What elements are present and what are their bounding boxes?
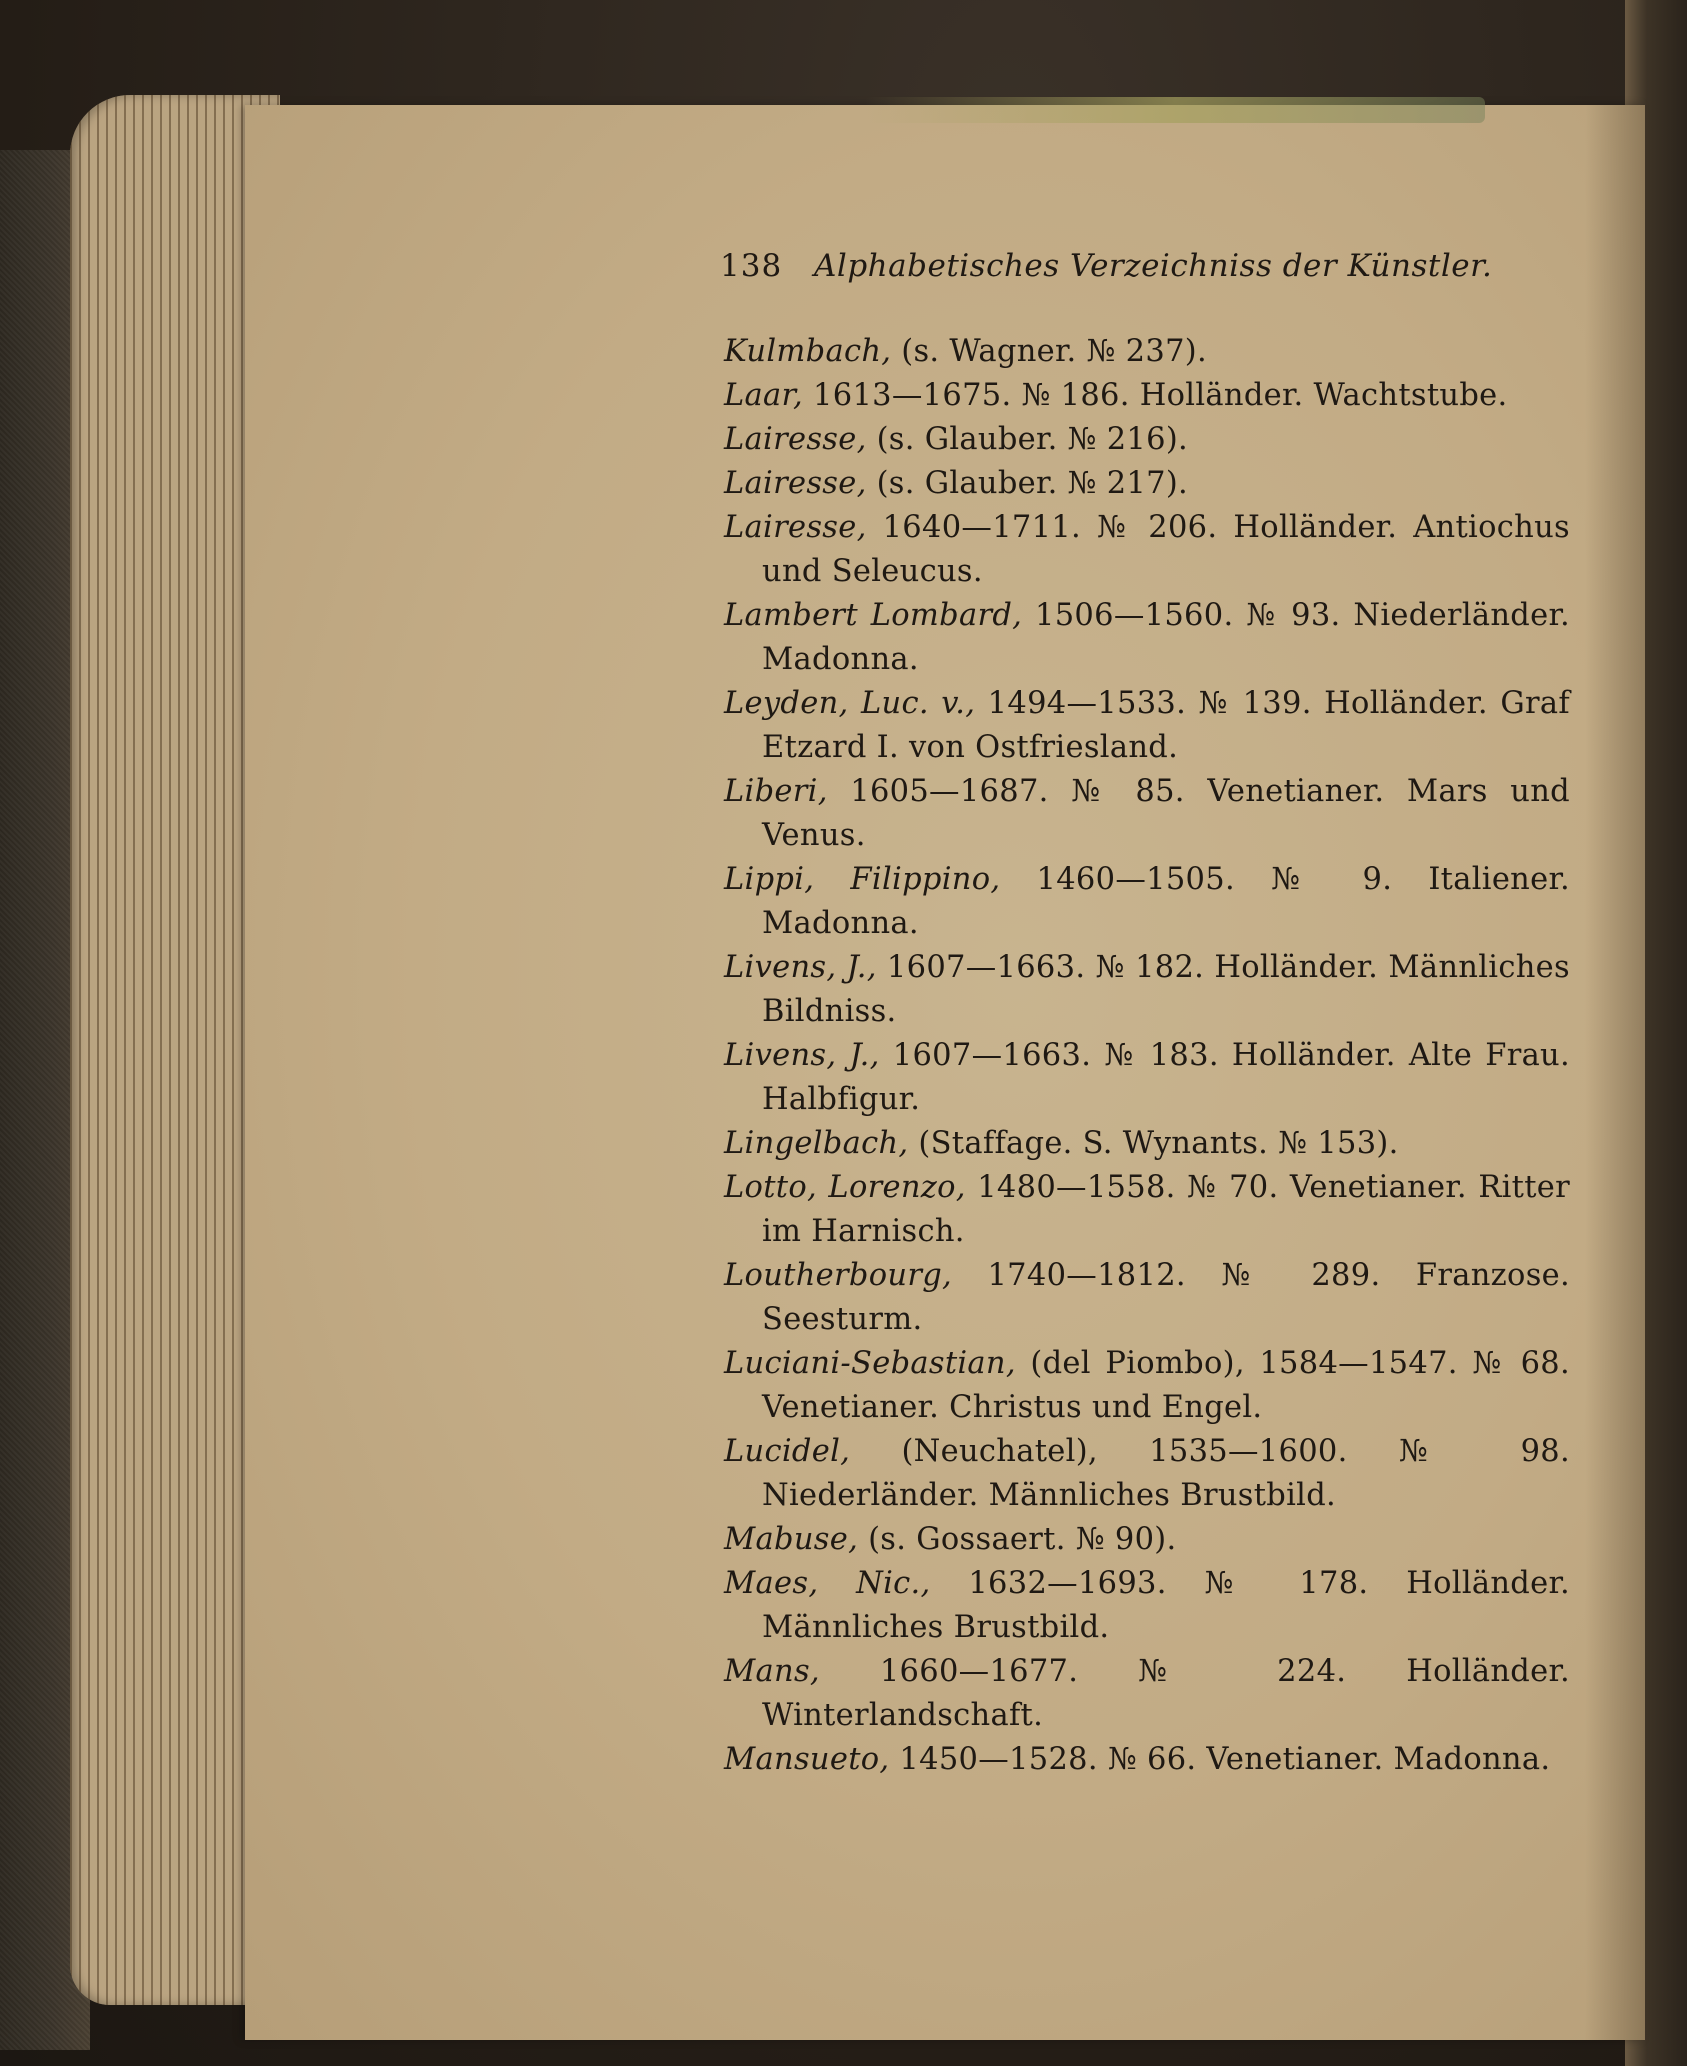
- entry-details: 1632—1693. № 178. Holländer. Männliches Brustbild.: [762, 1566, 1570, 1645]
- artist-name: Livens, J.,: [724, 1038, 880, 1073]
- list-item: [724, 1254, 1570, 1342]
- list-item: [724, 770, 1570, 858]
- list-item: [724, 946, 1570, 1034]
- artist-name: Luciani-Sebastian,: [724, 1346, 1016, 1381]
- page-stain: [865, 97, 1485, 123]
- running-title: Alphabetisches Verzeichniss der Künstler.: [814, 248, 1493, 284]
- artist-name: Lairesse,: [724, 466, 867, 501]
- list-item: [724, 594, 1570, 682]
- entry-details: (s. Wagner. № 237).: [891, 334, 1207, 369]
- list-item: [724, 506, 1570, 594]
- artist-name: Laar,: [724, 378, 804, 413]
- artist-name: Livens, J.,: [724, 950, 877, 985]
- entry-details: 1494—1533. № 139. Holländer. Graf Etzard I. von Ostfriesland.: [762, 686, 1570, 765]
- artist-name: Lotto, Lorenzo,: [724, 1170, 966, 1205]
- artist-name: Lingelbach,: [724, 1126, 909, 1161]
- entry-details: (s. Gossaert. № 90).: [858, 1522, 1177, 1557]
- entry-details: 1460—1505. № 9. Italiener. Madonna.: [762, 862, 1570, 941]
- artist-name: Mabuse,: [724, 1522, 859, 1557]
- entry-details: (Staffage. S. Wynants. № 153).: [908, 1126, 1399, 1161]
- artist-name: Lairesse,: [724, 510, 867, 545]
- artist-name: Lucidel,: [724, 1434, 851, 1469]
- list-item: [724, 1650, 1570, 1738]
- artist-name: Kulmbach,: [724, 334, 892, 369]
- list-item: [724, 1430, 1570, 1518]
- entry-details: (s. Glauber. № 216).: [866, 422, 1189, 457]
- list-item: [724, 1122, 1570, 1166]
- list-item: [724, 330, 1570, 374]
- list-item: [724, 1518, 1570, 1562]
- entry-details: (del Piombo), 1584—1547. № 68. Venetianer. Christus und Engel.: [762, 1346, 1570, 1425]
- list-item: [724, 1342, 1570, 1430]
- artist-name: Mans,: [724, 1654, 820, 1689]
- list-item: [724, 462, 1570, 506]
- entry-details: 1613—1675. № 186. Holländer. Wachtstube.: [803, 378, 1508, 413]
- entry-details: 1450—1528. № 66. Venetianer. Madonna.: [889, 1742, 1551, 1777]
- artist-name: Lambert Lombard,: [724, 598, 1023, 633]
- list-item: [724, 682, 1570, 770]
- entry-details: 1607—1663. № 183. Holländer. Alte Frau. Halbfigur.: [762, 1038, 1571, 1117]
- entry-details: 1607—1663. № 182. Holländer. Männliches Bildniss.: [762, 950, 1570, 1029]
- list-item: [724, 374, 1570, 418]
- artist-index-list: [724, 330, 1570, 1782]
- page-gutter-shadow: [1585, 105, 1645, 2040]
- list-item: [724, 1562, 1570, 1650]
- list-item: [724, 1738, 1570, 1782]
- entry-details: 1660—1677. № 224. Holländer. Winterlandschaft.: [762, 1654, 1570, 1733]
- entry-details: 1480—1558. № 70. Venetianer. Ritter im Harnisch.: [762, 1170, 1570, 1249]
- list-item: [724, 418, 1570, 462]
- artist-name: Lippi, Filippino,: [724, 862, 1001, 897]
- running-header: [720, 248, 1570, 284]
- artist-name: Mansueto,: [724, 1742, 890, 1777]
- entry-details: (Neuchatel), 1535—1600. № 98. Niederländer. Männliches Brustbild.: [762, 1434, 1570, 1513]
- list-item: [724, 1166, 1570, 1254]
- artist-name: Loutherbourg,: [724, 1258, 953, 1293]
- artist-name: Leyden, Luc. v.,: [724, 686, 976, 721]
- entry-details: 1740—1812. № 289. Franzose. Seesturm.: [762, 1258, 1570, 1337]
- page-number: 138: [720, 248, 783, 284]
- artist-name: Liberi,: [724, 774, 828, 809]
- artist-name: Maes, Nic.,: [724, 1566, 931, 1601]
- entry-details: (s. Glauber. № 217).: [866, 466, 1189, 501]
- list-item: [724, 1034, 1570, 1122]
- entry-details: 1640—1711. № 206. Holländer. Antiochus und Seleucus.: [762, 510, 1570, 589]
- entry-details: 1506—1560. № 93. Niederländer. Madonna.: [762, 598, 1570, 677]
- artist-name: Lairesse,: [724, 422, 867, 457]
- list-item: [724, 858, 1570, 946]
- entry-details: 1605—1687. № 85. Venetianer. Mars und Venus.: [762, 774, 1570, 853]
